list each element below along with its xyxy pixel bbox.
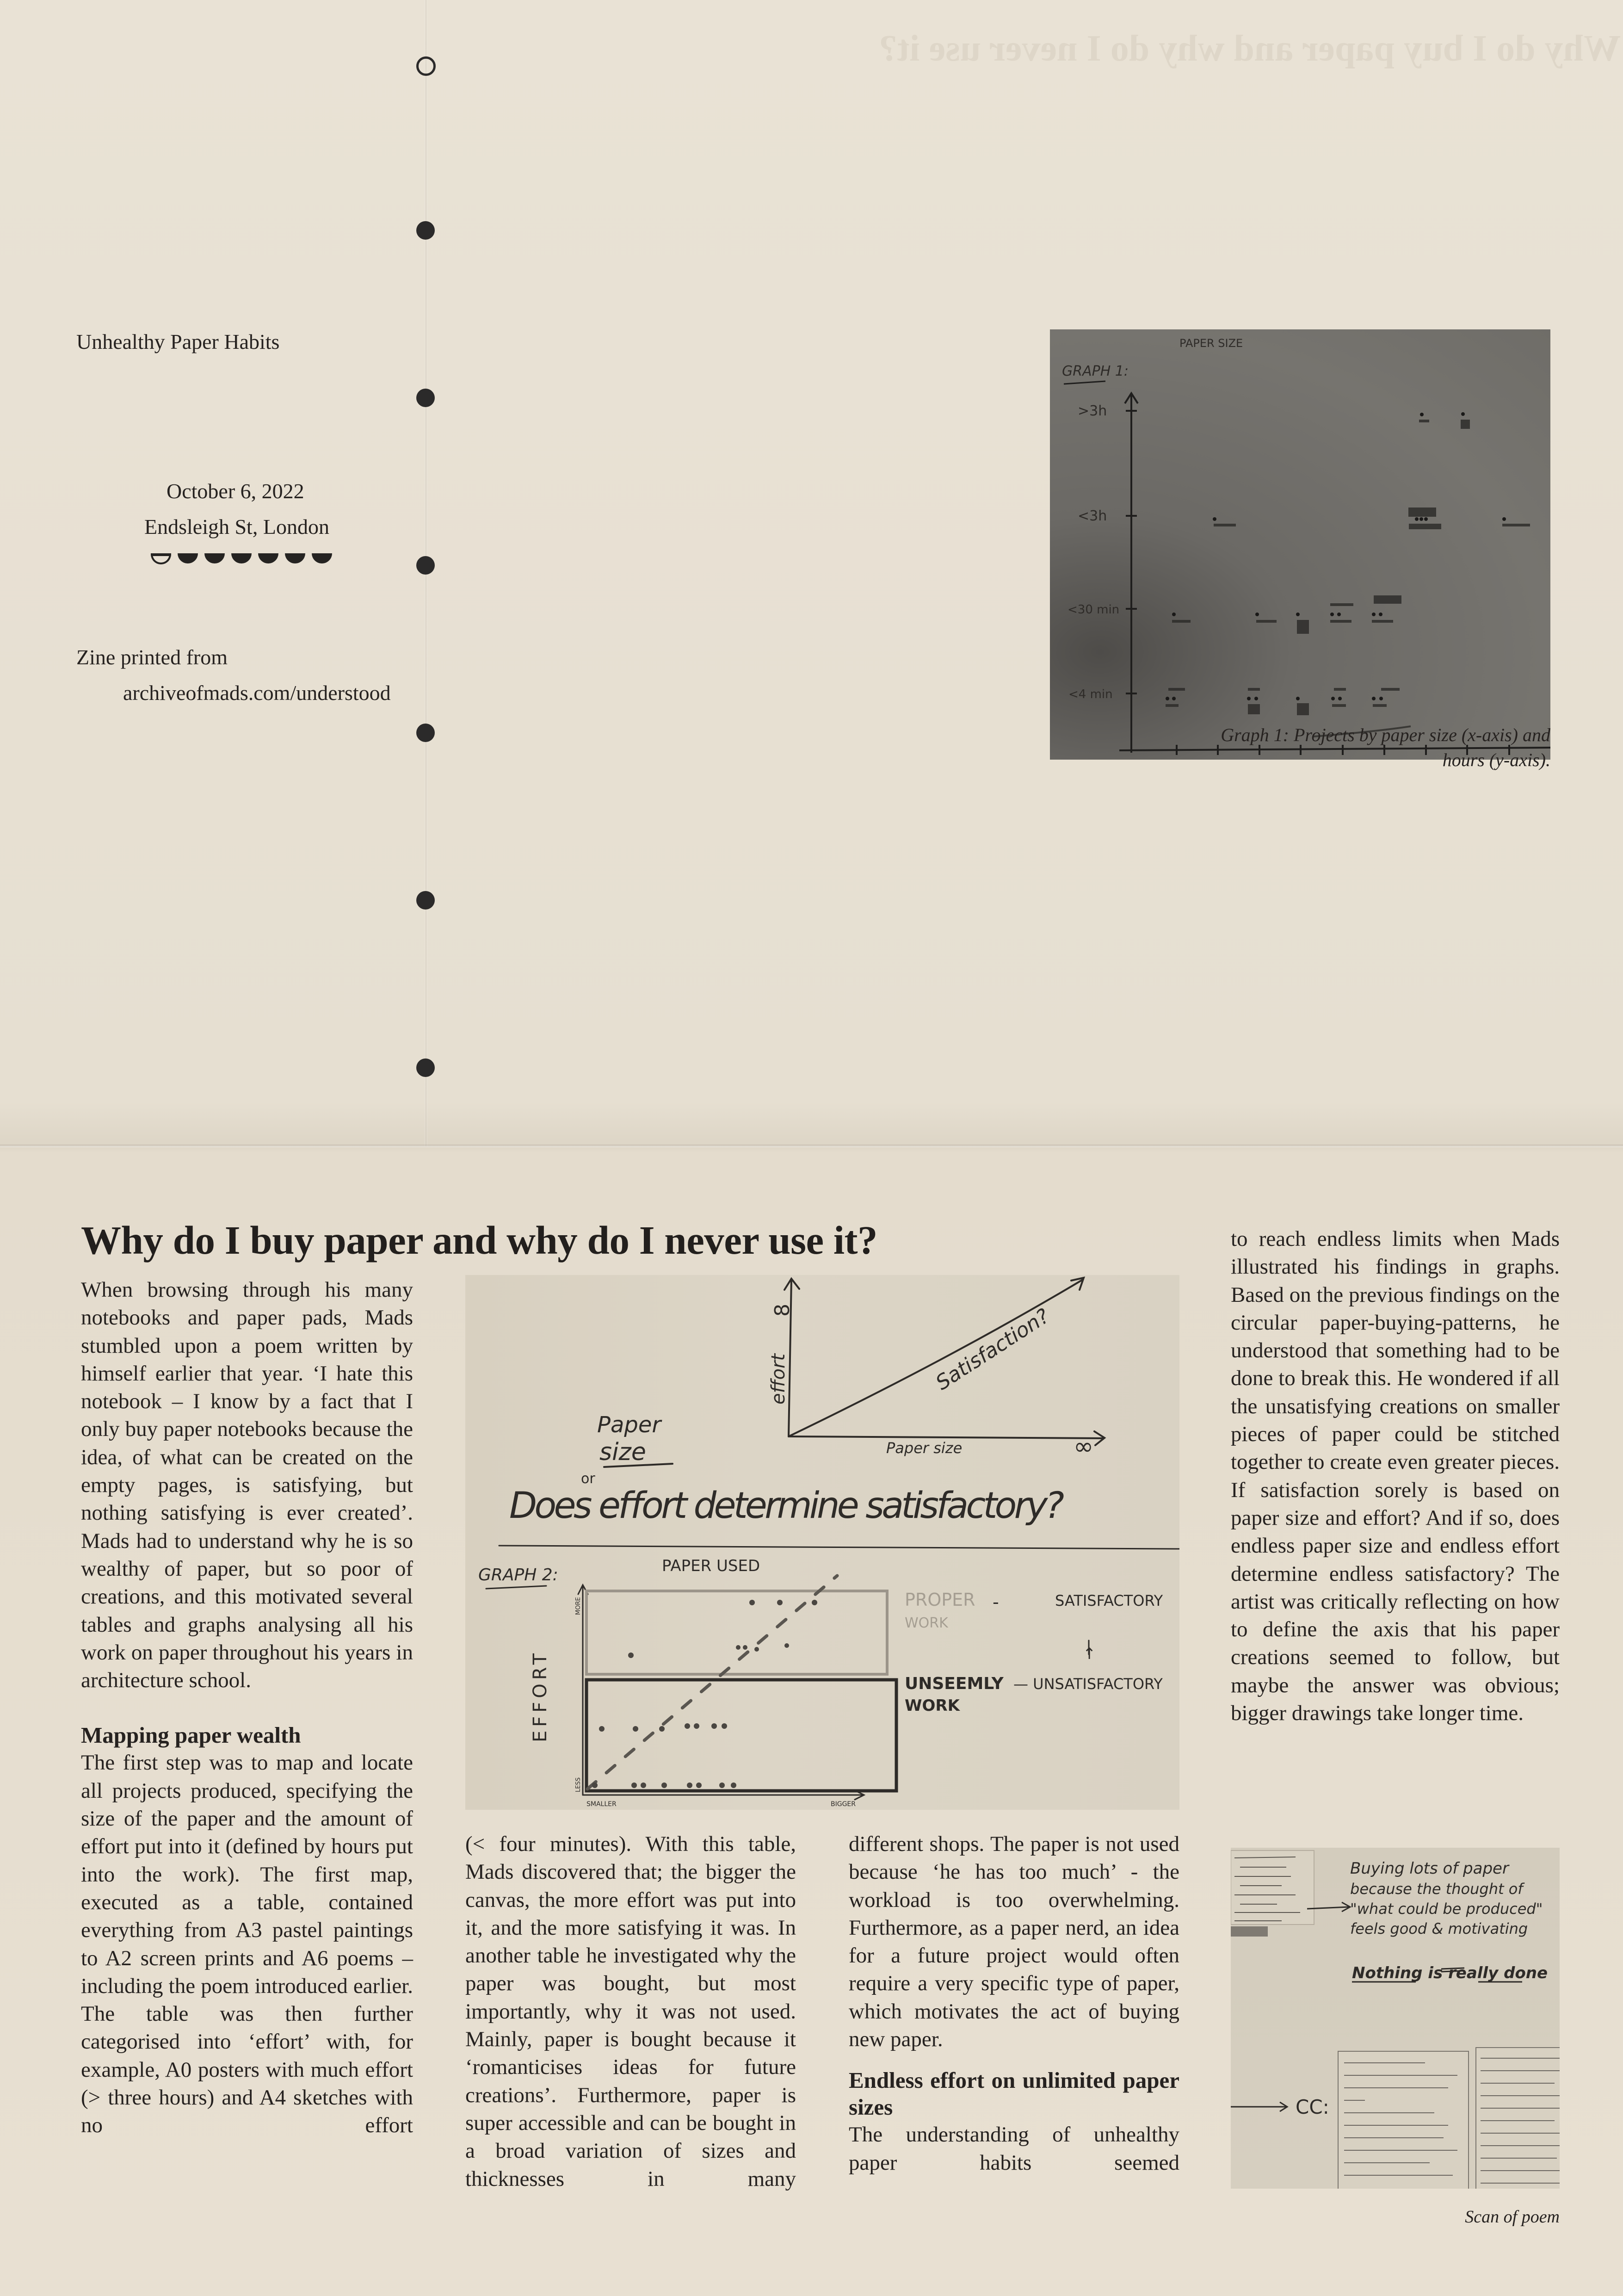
intro-paragraph: When browsing through his many notebooks and paper pads, Mads stumbled upon a poem written by himself earlier that year. ‘I hate this notebook – I know by a fact that I only buy paper notebooks because the idea, of what can be created on the empty pages, is satisfying, but nothing satisfying is ever created’. Mads had to understand why he is so wealthy of paper, but so poor of creations, and this motivated several tables and graphs analysing all his work on paper throughout his years in architecture school. xyxy=(81,1278,413,1693)
binding-hole-icon xyxy=(416,724,435,742)
graph1-y-tick: <4 min xyxy=(1068,687,1113,701)
binding-hole-icon xyxy=(416,556,435,575)
poem-line: feels good & motivating xyxy=(1350,1920,1528,1937)
graph2-more-label: MORE xyxy=(575,1597,582,1615)
graph2-less-label: LESS xyxy=(575,1777,582,1792)
proper-work-label: WORK xyxy=(905,1615,948,1631)
column-paragraph: (< four minutes). With this table, Mads discovered that; the bigger the canvas, the more effort was put into it, and the more satisfying it was. In another table he investigated why the paper was bought, but most importantly, why it was not used. Mainly, paper is bought because it ‘romanticises ideas for future creations’. Furthermore, paper is super accessible and can be bought in a broad variation of sizes and thicknesses in many xyxy=(465,1832,796,2191)
half-moon-icon xyxy=(231,553,252,563)
half-moon-icon xyxy=(178,553,198,563)
section-heading-mapping: Mapping paper wealth xyxy=(81,1722,301,1748)
unsatisfactory-label: — UNSATISFACTORY xyxy=(1013,1675,1163,1693)
effort-axis-label: effort xyxy=(768,1353,789,1405)
effort-infinity-label: 8 xyxy=(771,1304,794,1317)
graph2-effort-label: EFFORT xyxy=(530,1649,551,1742)
column-paragraph: The understanding of unhealthy paper habits seemed xyxy=(849,2123,1179,2175)
half-moon-icon xyxy=(312,553,332,563)
graph-2-sketch xyxy=(465,1275,1179,1810)
half-moon-icon xyxy=(258,553,278,563)
unseemly-label: UNSEEMLY xyxy=(905,1674,1004,1693)
article-column-4 xyxy=(1231,1225,1560,1727)
size-word: size xyxy=(599,1438,646,1466)
caption-line: Graph 1: Projects by paper size (x-axis) and xyxy=(1221,724,1550,745)
or-word: or xyxy=(581,1471,595,1487)
graph2-smaller-label: SMALLER xyxy=(586,1801,617,1808)
satisfactory-label: SATISFACTORY xyxy=(1055,1592,1163,1609)
graph1-y-tick: <3h xyxy=(1078,508,1107,524)
source-url: archiveofmads.com/understood xyxy=(123,681,391,705)
article-column-1 xyxy=(81,1276,413,2140)
zine-title: Unhealthy Paper Habits xyxy=(76,330,280,353)
poem-line: because the thought of xyxy=(1350,1880,1523,1898)
binding-hole-icon xyxy=(416,891,435,910)
graph2-title: GRAPH 2: xyxy=(478,1566,558,1584)
section-paragraph: The first step was to map and locate all projects produced, specifying the size of the paper and the amount of effort put into it (defined by hours put into the work). The first map, executed as a table, contained everything from A3 pastel paintings to A2 screen prints and A6 poems – including the poem introduced earlier. The table was then further categorised into ‘effort’ with, for example, A0 posters with much effort (> three hours) and A4 sketches with no effort xyxy=(81,1751,413,2138)
article-headline: Why do I buy paper and why do I never use it? xyxy=(81,1218,877,1262)
graph1-title: GRAPH 1: xyxy=(1062,363,1129,379)
graph1-x-label: PAPER SIZE xyxy=(1179,337,1243,350)
sketch-question: Does effort determine satisfactory? xyxy=(509,1485,1064,1527)
half-moon-outline-icon xyxy=(151,553,171,564)
binding-hole-icon xyxy=(416,56,436,76)
infinity-label: ∞ xyxy=(1074,1433,1094,1461)
column-paragraph: different shops. The paper is not used because ‘he has too much’ - the workload is too overwhelming. Furthermore, as a paper nerd, an idea for a future project would often require a very specific type of paper, which motivates the act of buying new paper. xyxy=(849,1832,1179,2052)
binding-hole-icon xyxy=(416,221,435,240)
graph2-bigger-label: BIGGER xyxy=(831,1801,856,1808)
date: October 6, 2022 xyxy=(167,479,304,503)
satisfaction-curve-label: Satisfaction? xyxy=(932,1304,1054,1395)
cc-label: CC: xyxy=(1296,2096,1329,2118)
fold-line xyxy=(0,1145,1623,1147)
column-paragraph: to reach endless limits when Mads illustrated his findings in graphs. Based on the previous findings on the circular paper-buying-patterns, he understood that something had to be done to break this. He wondered if all the unsatisfying creations on smaller pieces of paper could be stitched together to create even greater pieces. If satisfaction sorely is based on paper size and effort? And if so, does endless paper size and endless effort determine endless satisfactory? The artist was critically reflecting on how to define the axis that his paper creations seemed to follow, but maybe the answer was obvious; bigger drawings take longer time. xyxy=(1231,1227,1560,1726)
article-column-3 xyxy=(849,1830,1179,2177)
graph2-x-title: PAPER USED xyxy=(662,1557,760,1575)
graph-1-photo xyxy=(1050,329,1550,760)
arrow-up-icon: ↑ xyxy=(1083,1645,1096,1663)
binding-hole-icon xyxy=(416,389,435,407)
location: Endsleigh St, London xyxy=(144,515,329,538)
poem-line: "what could be produced" xyxy=(1350,1900,1543,1918)
article-column-2 xyxy=(465,1830,796,2193)
half-moon-icon xyxy=(285,553,305,563)
graph1-y-tick: >3h xyxy=(1078,403,1107,419)
half-moon-icon xyxy=(204,553,225,563)
printed-from-label: Zine printed from xyxy=(76,645,228,669)
graph-1-caption xyxy=(1050,723,1550,773)
graph1-point-labels xyxy=(1166,420,1530,715)
graph1-data-points xyxy=(1166,412,1506,700)
proper-dash: - xyxy=(993,1592,999,1612)
poem-line: Nothing is really done xyxy=(1352,1964,1548,1982)
paper-word: Paper xyxy=(597,1412,661,1438)
bleed-through-text: Why do I buy paper and why do I never use it? xyxy=(879,28,1621,69)
binding-hole-icon xyxy=(416,1058,435,1077)
poem-scan xyxy=(1231,1848,1560,2189)
graph2-data-points xyxy=(592,1600,817,1788)
moon-phase-row xyxy=(151,553,332,564)
unseemly-work-label: WORK xyxy=(905,1696,960,1715)
paper-size-axis-label: Paper size xyxy=(886,1439,963,1457)
section-heading-endless: Endless effort on unlimited paper sizes xyxy=(849,2067,1179,2120)
graph1-y-tick: <30 min xyxy=(1068,603,1120,617)
caption-line: hours (y-axis). xyxy=(1442,749,1550,770)
poem-line: Buying lots of paper xyxy=(1350,1859,1509,1878)
poem-scan-caption: Scan of poem xyxy=(1465,2207,1560,2227)
proper-label: PROPER xyxy=(905,1590,975,1610)
